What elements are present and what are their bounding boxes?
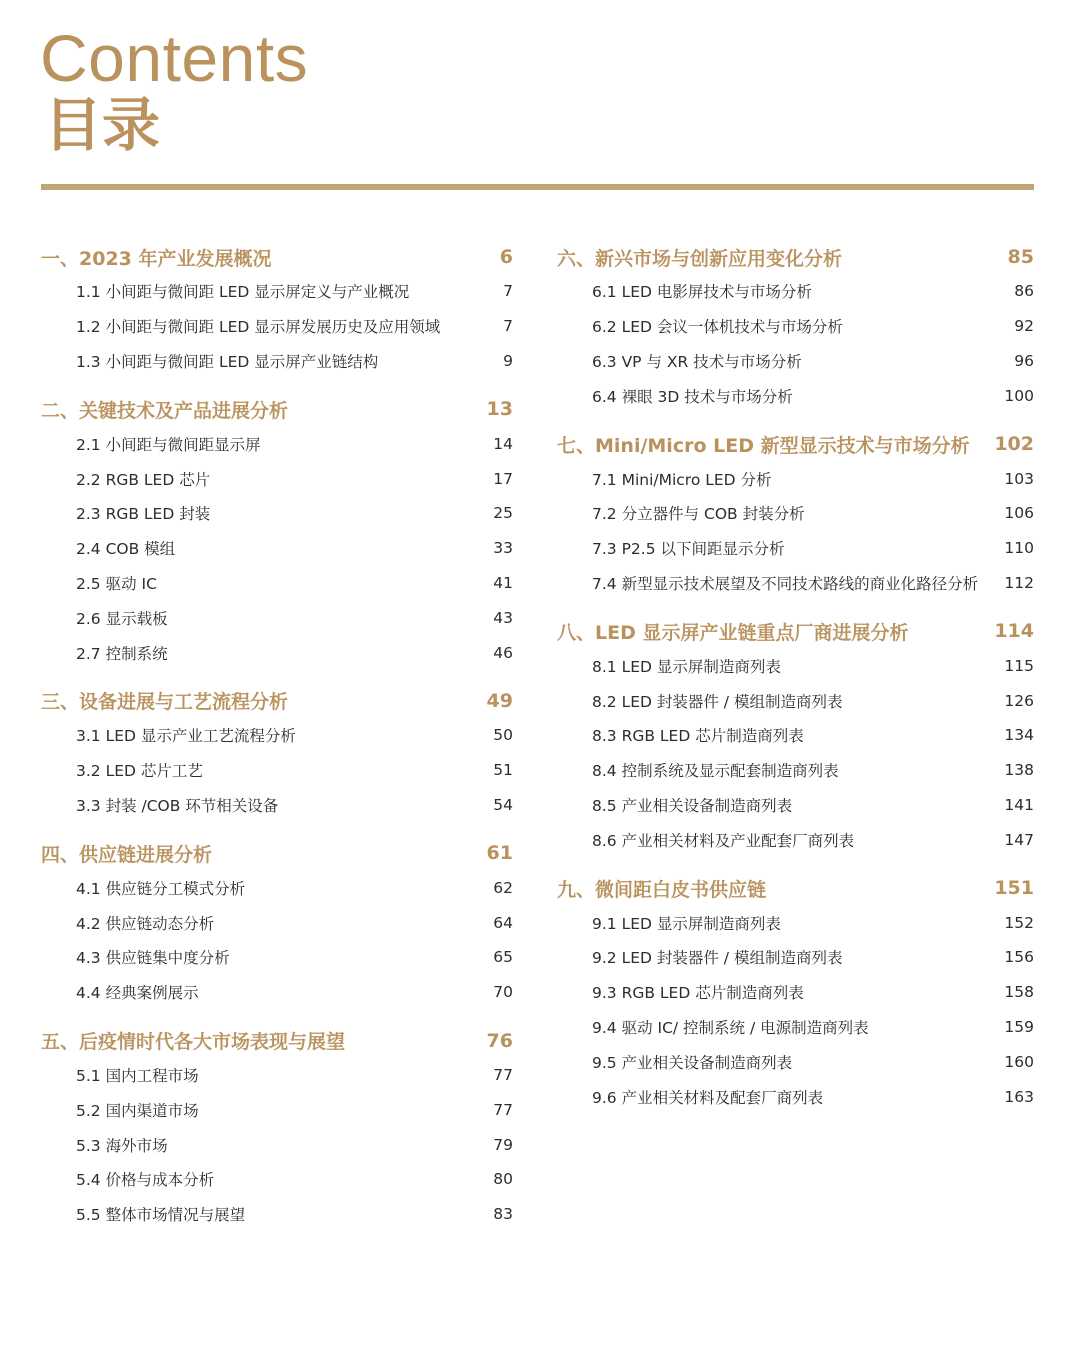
- entry-page-number: 158: [1004, 983, 1034, 1002]
- entry-title: 6.3 VP 与 XR 技术与市场分析: [592, 352, 802, 371]
- entry-title: 5.1 国内工程市场: [76, 1066, 199, 1085]
- toc-section: [557, 614, 1034, 857]
- entry-page-number: 115: [1004, 656, 1034, 675]
- entry-title: 2.4 COB 模组: [76, 540, 176, 559]
- toc-entry[interactable]: [557, 648, 1034, 683]
- section-title: 四、供应链进展分析: [41, 843, 213, 866]
- toc-entry[interactable]: [41, 496, 513, 531]
- header-divider: [41, 184, 1034, 190]
- entry-title: 5.5 整体市场情况与展望: [76, 1206, 246, 1225]
- entry-page-number: 152: [1004, 913, 1034, 932]
- entry-title: 2.7 控制系统: [76, 644, 168, 663]
- toc-entry[interactable]: [557, 1044, 1034, 1079]
- toc-column-left: [41, 240, 513, 1246]
- toc-entry[interactable]: [41, 635, 513, 670]
- entry-title: 3.3 封装 /COB 环节相关设备: [76, 796, 279, 815]
- toc-entry[interactable]: [557, 753, 1034, 788]
- entry-title: 1.3 小间距与微间距 LED 显示屏产业链结构: [76, 352, 379, 371]
- entry-page-number: 160: [1004, 1052, 1034, 1071]
- section-page-number: 61: [486, 842, 513, 865]
- toc-section-heading[interactable]: [557, 240, 1034, 274]
- entry-title: 8.2 LED 封装器件 / 模组制造商列表: [592, 692, 843, 711]
- toc-entry[interactable]: [41, 426, 513, 461]
- toc-entry[interactable]: [557, 718, 1034, 753]
- entry-page-number: 65: [493, 948, 513, 967]
- toc-entry[interactable]: [41, 344, 513, 379]
- section-page-number: 49: [486, 689, 513, 712]
- entry-page-number: 77: [493, 1100, 513, 1119]
- toc-entry[interactable]: [41, 309, 513, 344]
- entry-title: 8.6 产业相关材料及产业配套厂商列表: [592, 831, 855, 850]
- entry-page-number: 138: [1004, 761, 1034, 780]
- entry-page-number: 112: [1004, 573, 1034, 592]
- entry-page-number: 7: [503, 317, 513, 336]
- toc-section-heading[interactable]: [557, 614, 1034, 648]
- entry-title: 8.3 RGB LED 芯片制造商列表: [592, 727, 804, 746]
- entry-title: 9.2 LED 封装器件 / 模组制造商列表: [592, 949, 843, 968]
- entry-title: 4.2 供应链动态分析: [76, 914, 215, 933]
- toc-entry[interactable]: [41, 753, 513, 788]
- section-title: 六、新兴市场与创新应用变化分析: [557, 247, 843, 270]
- toc-column-right: [557, 240, 1034, 1128]
- entry-page-number: 156: [1004, 948, 1034, 967]
- entry-page-number: 83: [493, 1205, 513, 1224]
- entry-page-number: 100: [1004, 386, 1034, 405]
- entry-page-number: 70: [493, 983, 513, 1002]
- toc-entry[interactable]: [557, 461, 1034, 496]
- toc-entry[interactable]: [557, 975, 1034, 1010]
- toc-entry[interactable]: [41, 600, 513, 635]
- entry-title: 2.6 显示载板: [76, 609, 168, 628]
- toc-entry[interactable]: [557, 344, 1034, 379]
- entry-title: 8.4 控制系统及显示配套制造商列表: [592, 762, 839, 781]
- section-page-number: 6: [499, 246, 513, 268]
- entry-page-number: 51: [493, 761, 513, 780]
- entry-page-number: 96: [1014, 351, 1034, 370]
- entry-title: 3.1 LED 显示产业工艺流程分析: [76, 727, 296, 746]
- entry-page-number: 126: [1004, 691, 1034, 710]
- entry-title: 2.5 驱动 IC: [76, 574, 157, 593]
- entry-page-number: 50: [493, 726, 513, 745]
- toc-entry[interactable]: [41, 461, 513, 496]
- toc-entry[interactable]: [41, 718, 513, 753]
- entry-page-number: 25: [493, 504, 513, 523]
- toc-entry[interactable]: [41, 274, 513, 309]
- entry-page-number: 41: [493, 573, 513, 592]
- entry-page-number: 77: [493, 1065, 513, 1084]
- toc-section: [557, 240, 1034, 413]
- section-page-number: 85: [1007, 246, 1034, 268]
- section-page-number: 102: [994, 433, 1034, 456]
- toc-entry[interactable]: [557, 788, 1034, 823]
- toc-entry[interactable]: [41, 1092, 513, 1127]
- entry-title: 5.2 国内渠道市场: [76, 1101, 199, 1120]
- title-chinese: 目录: [44, 91, 161, 159]
- entry-page-number: 141: [1004, 795, 1034, 814]
- toc-entry[interactable]: [557, 683, 1034, 718]
- entry-title: 4.3 供应链集中度分析: [76, 949, 230, 968]
- toc-entry[interactable]: [41, 975, 513, 1010]
- entry-page-number: 54: [493, 795, 513, 814]
- entry-title: 5.4 价格与成本分析: [76, 1171, 215, 1190]
- entry-title: 7.3 P2.5 以下间距显示分析: [592, 540, 785, 559]
- toc-section: [41, 1024, 513, 1232]
- section-title: 二、关键技术及产品进展分析: [41, 399, 289, 422]
- entry-title: 9.3 RGB LED 芯片制造商列表: [592, 984, 804, 1003]
- entry-title: 3.2 LED 芯片工艺: [76, 762, 203, 781]
- entry-title: 7.4 新型显示技术展望及不同技术路线的商业化路径分析: [592, 574, 979, 593]
- entry-title: 6.1 LED 电影屏技术与市场分析: [592, 283, 812, 302]
- section-title: 八、LED 显示屏产业链重点厂商进展分析: [557, 621, 909, 644]
- entry-title: 1.2 小间距与微间距 LED 显示屏发展历史及应用领域: [76, 318, 441, 337]
- entry-page-number: 46: [493, 643, 513, 662]
- toc-entry[interactable]: [557, 1079, 1034, 1114]
- entry-title: 8.1 LED 显示屏制造商列表: [592, 657, 781, 676]
- entry-title: 2.1 小间距与微间距显示屏: [76, 435, 261, 454]
- toc-entry[interactable]: [557, 378, 1034, 413]
- entry-title: 6.4 裸眼 3D 技术与市场分析: [592, 387, 793, 406]
- toc-entry[interactable]: [41, 1162, 513, 1197]
- toc-section: [557, 871, 1034, 1114]
- toc-entry[interactable]: [557, 274, 1034, 309]
- entry-page-number: 92: [1014, 317, 1034, 336]
- section-title: 三、设备进展与工艺流程分析: [41, 691, 289, 714]
- entry-page-number: 163: [1004, 1087, 1034, 1106]
- entry-page-number: 110: [1004, 539, 1034, 558]
- section-title: 九、微间距白皮书供应链: [557, 878, 767, 901]
- toc-entry[interactable]: [557, 566, 1034, 601]
- toc-section-heading[interactable]: [557, 871, 1034, 905]
- entry-page-number: 62: [493, 878, 513, 897]
- toc-entry[interactable]: [557, 309, 1034, 344]
- toc-section-heading[interactable]: [41, 836, 513, 870]
- toc-section-heading[interactable]: [41, 240, 513, 274]
- entry-title: 7.1 Mini/Micro LED 分析: [592, 470, 772, 489]
- toc-entry[interactable]: [41, 870, 513, 905]
- toc-entry[interactable]: [41, 788, 513, 823]
- toc-entry[interactable]: [41, 566, 513, 601]
- entry-page-number: 147: [1004, 830, 1034, 849]
- title-english: Contents: [40, 21, 309, 95]
- entry-title: 2.2 RGB LED 芯片: [76, 470, 211, 489]
- toc-entry[interactable]: [557, 1010, 1034, 1045]
- entry-title: 4.4 经典案例展示: [76, 984, 199, 1003]
- entry-page-number: 159: [1004, 1017, 1034, 1036]
- section-page-number: 114: [994, 620, 1034, 643]
- entry-page-number: 7: [503, 282, 513, 301]
- toc-entry[interactable]: [41, 940, 513, 975]
- toc-entry[interactable]: [557, 905, 1034, 940]
- entry-page-number: 14: [493, 434, 513, 453]
- entry-page-number: 134: [1004, 726, 1034, 745]
- section-title: 七、Mini/Micro LED 新型显示技术与市场分析: [557, 434, 970, 457]
- entry-page-number: 17: [493, 469, 513, 488]
- toc-section-heading[interactable]: [557, 427, 1034, 461]
- entry-page-number: 80: [493, 1170, 513, 1189]
- toc-section: [557, 427, 1034, 600]
- toc-section: [41, 836, 513, 1009]
- entry-title: 9.5 产业相关设备制造商列表: [592, 1053, 793, 1072]
- section-page-number: 13: [486, 398, 513, 421]
- entry-title: 6.2 LED 会议一体机技术与市场分析: [592, 318, 843, 337]
- entry-page-number: 79: [493, 1135, 513, 1154]
- entry-title: 2.3 RGB LED 封装: [76, 505, 211, 524]
- toc-entry[interactable]: [41, 905, 513, 940]
- toc-section: [41, 240, 513, 378]
- entry-title: 9.6 产业相关材料及配套厂商列表: [592, 1088, 824, 1107]
- section-title: 一、2023 年产业发展概况: [41, 247, 272, 270]
- toc-section: [41, 684, 513, 822]
- entry-page-number: 64: [493, 913, 513, 932]
- entry-title: 5.3 海外市场: [76, 1136, 168, 1155]
- entry-title: 8.5 产业相关设备制造商列表: [592, 796, 793, 815]
- entry-title: 7.2 分立器件与 COB 封装分析: [592, 505, 805, 524]
- entry-page-number: 86: [1014, 282, 1034, 301]
- entry-page-number: 106: [1004, 504, 1034, 523]
- toc-section-heading[interactable]: [41, 1024, 513, 1058]
- section-page-number: 76: [486, 1029, 513, 1052]
- entry-page-number: 103: [1004, 469, 1034, 488]
- entry-page-number: 33: [493, 539, 513, 558]
- section-title: 五、后疫情时代各大市场表现与展望: [41, 1031, 346, 1054]
- toc-entry[interactable]: [557, 822, 1034, 857]
- entry-page-number: 43: [493, 608, 513, 627]
- toc-entry[interactable]: [41, 1058, 513, 1093]
- toc-entry[interactable]: [41, 1197, 513, 1232]
- entry-page-number: 9: [503, 351, 513, 370]
- toc-entry[interactable]: [557, 940, 1034, 975]
- toc-section-heading[interactable]: [41, 392, 513, 426]
- toc-entry[interactable]: [557, 496, 1034, 531]
- toc-section-heading[interactable]: [41, 684, 513, 718]
- section-page-number: 151: [994, 877, 1034, 900]
- entry-title: 4.1 供应链分工模式分析: [76, 879, 246, 898]
- toc-entry[interactable]: [557, 531, 1034, 566]
- entry-title: 9.1 LED 显示屏制造商列表: [592, 914, 781, 933]
- toc-section: [41, 392, 513, 670]
- entry-title: 9.4 驱动 IC/ 控制系统 / 电源制造商列表: [592, 1018, 869, 1037]
- entry-title: 1.1 小间距与微间距 LED 显示屏定义与产业概况: [76, 283, 410, 302]
- toc-entry[interactable]: [41, 531, 513, 566]
- toc-entry[interactable]: [41, 1127, 513, 1162]
